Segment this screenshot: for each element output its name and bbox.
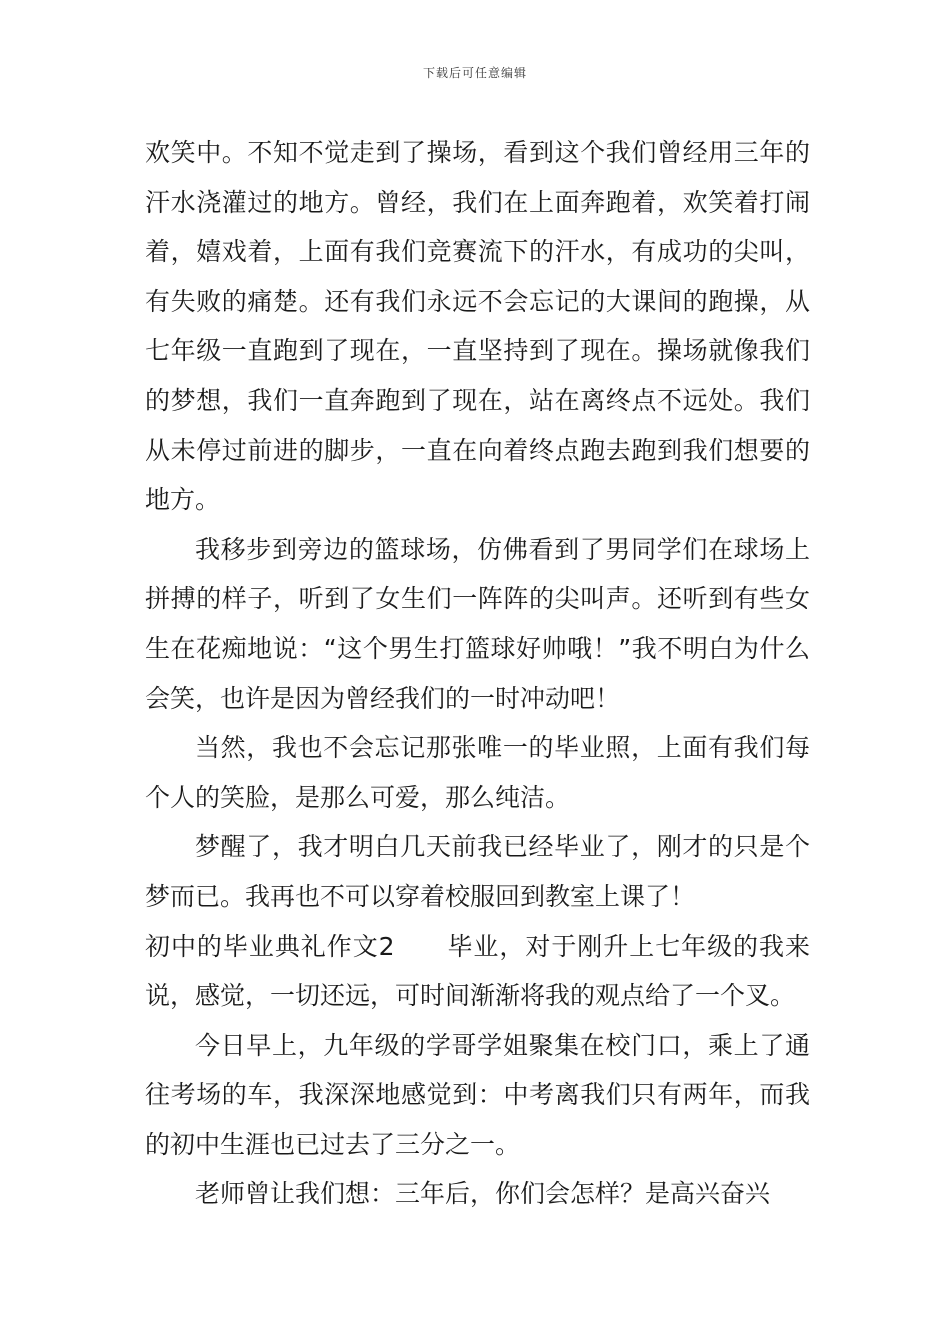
paragraph: 老师曾让我们想：三年后，你们会怎样？是高兴奋兴 xyxy=(195,1179,771,1209)
paragraph: 梦醒了，我才明白几天前我已经毕业了，刚才的只是个梦而已。我再也不可以穿着校服回到教室上课了！ xyxy=(145,832,810,911)
paragraph: 我移步到旁边的篮球场，仿佛看到了男同学们在球场上拼搏的样子，听到了女生们一阵阵的尖叫声。还听到有些女生在花痴地说：“这个男生打篮球好帅哦！”我不明白为什么会笑，也许是因为曾经我们的一时冲动吧！ xyxy=(145,534,810,713)
paragraph: 今日早上，九年级的学哥学姐聚集在校门口，乘上了通往考场的车，我深深地感觉到：中考离我们只有两年，而我的初中生涯也已过去了三分之一。 xyxy=(145,1030,810,1159)
document-body xyxy=(145,128,810,1219)
paragraph: 当然，我也不会忘记那张唯一的毕业照，上面有我们每个人的笑脸，是那么可爱，那么纯洁。 xyxy=(145,733,810,812)
page-header: 下载后可任意编辑 xyxy=(422,66,527,80)
paragraph-essay-title: 初中的毕业典礼作文2 毕业，对于刚升上七年级的我来说，感觉，一切还远，可时间渐渐将我的观点给了一个叉。 xyxy=(145,931,810,1011)
paragraph: 欢笑中。不知不觉走到了操场，看到这个我们曾经用三年的汗水浇灌过的地方。曾经，我们在上面奔跑着，欢笑着打闹着，嬉戏着，上面有我们竞赛流下的汗水，有成功的尖叫，有失败的痛楚。还有我们永远不会忘记的大课间的跑操，从七年级一直跑到了现在，一直坚持到了现在。操场就像我们的梦想，我们一直奔跑到了现在，站在离终点不远处。我们从未停过前进的脚步，一直在向着终点跑去跑到我们想要的地方。 xyxy=(145,138,810,515)
